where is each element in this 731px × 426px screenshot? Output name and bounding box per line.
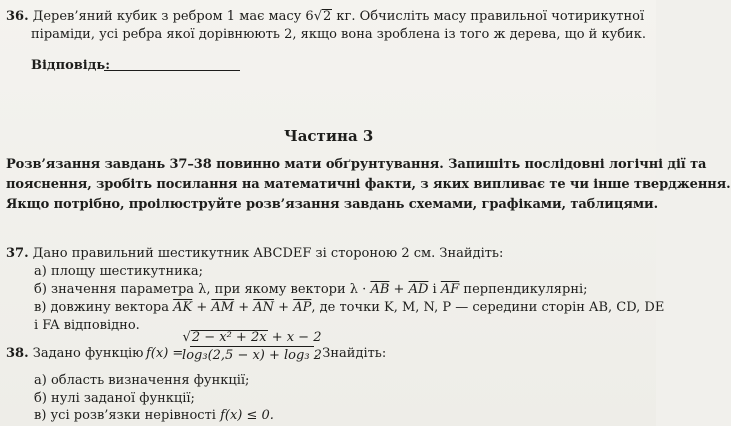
item-c-text: в) усі розв’язки нерівності: [34, 408, 216, 423]
mass-radicand: 2: [323, 9, 332, 24]
problem-37-text: Дано правильний шестикутник ABCDEF зі стороною 2 см. Знайдіть:: [32, 246, 504, 261]
vector-ad: $\overline{AD}$: [408, 282, 429, 297]
item-b-lead: б) значення параметра λ, при якому вектори λ ·: [34, 282, 367, 297]
problem-37-item-c-line2: і FA відповідно.: [34, 318, 140, 333]
problem-38-item-a: а) область визначення функції;: [34, 373, 250, 388]
problem-36-number: 36.: [6, 9, 29, 24]
function-fraction: [182, 330, 322, 364]
problem-38-text: Задано функцію: [32, 346, 144, 361]
problem-36-text-b: кг. Обчисліть масу правильної чотирикутної: [336, 9, 645, 24]
part-3-intro-line3: Якщо потрібно, проілюструйте розв’язання завдань схемами, графіками, таблицями.: [6, 197, 658, 212]
problem-38-tail: . Знайдіть:: [314, 346, 387, 361]
vector-an: $\overline{AN}$: [253, 300, 275, 315]
item-b-tail: перпендикулярні;: [463, 282, 588, 297]
problem-37-line1: [6, 246, 503, 262]
problem-38-number: 38.: [6, 346, 29, 361]
numerator-rest: + x − 2: [271, 330, 322, 345]
item-c-lead: в) довжину вектора: [34, 300, 169, 315]
fraction-bar: [190, 346, 314, 347]
problem-36-text-a: Дерев’яний кубик з ребром 1 має масу: [32, 9, 302, 24]
problem-38-item-b: б) нулі заданої функції;: [34, 391, 195, 406]
part-3-title: Частина 3: [284, 127, 374, 145]
part-3-intro-line1: Розв’язання завдань 37–38 повинно мати обґрунтування. Запишіть послідовні логічні дії та: [6, 157, 707, 172]
problem-36-line1: 36. Дерев’яний кубик з ребром 1 має масу 6√2 кг. Обчисліть масу правильної чотирикутної: [6, 9, 645, 24]
problem-37-item-c: в) довжину вектора $\overline{AK} + \overline{AM} + \overline{AN} + \overline{AP}$, де точки K, M, N, P — середини сторін AB, CD, DE: [34, 300, 665, 315]
item-c-tail: , де точки K, M, N, P — середини сторін AB, CD, DE: [311, 300, 665, 315]
numerator-radicand: 2 − x² + 2x: [191, 330, 267, 345]
function-name: f(x) =: [146, 346, 184, 361]
vector-ab: $\overline{AB}$: [370, 282, 390, 297]
plus-sign: +: [393, 282, 405, 297]
vector-am: $\overline{AM}$: [211, 300, 235, 315]
problem-38-item-c: [34, 408, 274, 424]
problem-37-number: 37.: [6, 246, 29, 261]
problem-37-item-b: [34, 282, 588, 298]
vector-ap: $\overline{AP}$: [293, 300, 312, 315]
vector-af: $\overline{AF}$: [440, 282, 460, 297]
fraction-numerator: √2 − x² + 2x + x − 2: [182, 330, 322, 345]
fraction-denominator: log₃(2,5 − x) + log₃ 2: [182, 348, 322, 363]
answer-line[interactable]: [104, 70, 240, 71]
problem-36-line2: піраміди, усі ребра якої дорівнюють 2, якщо вона зроблена із того ж дерева, що й кубик.: [31, 27, 646, 42]
inequality: f(x) ≤ 0.: [220, 408, 274, 423]
answer-label: Відповідь:: [31, 58, 111, 73]
part-3-intro-line2: пояснення, зробіть посилання на математичні факти, з яких випливає те чи інше твердження.: [6, 177, 731, 192]
mass-coefficient: 6: [305, 9, 314, 24]
vector-ak: $\overline{AK}$: [173, 300, 193, 315]
conjunction: і: [432, 282, 437, 297]
problem-37-item-a: а) площу шестикутника;: [34, 264, 204, 279]
problem-38-lead: [6, 346, 143, 362]
